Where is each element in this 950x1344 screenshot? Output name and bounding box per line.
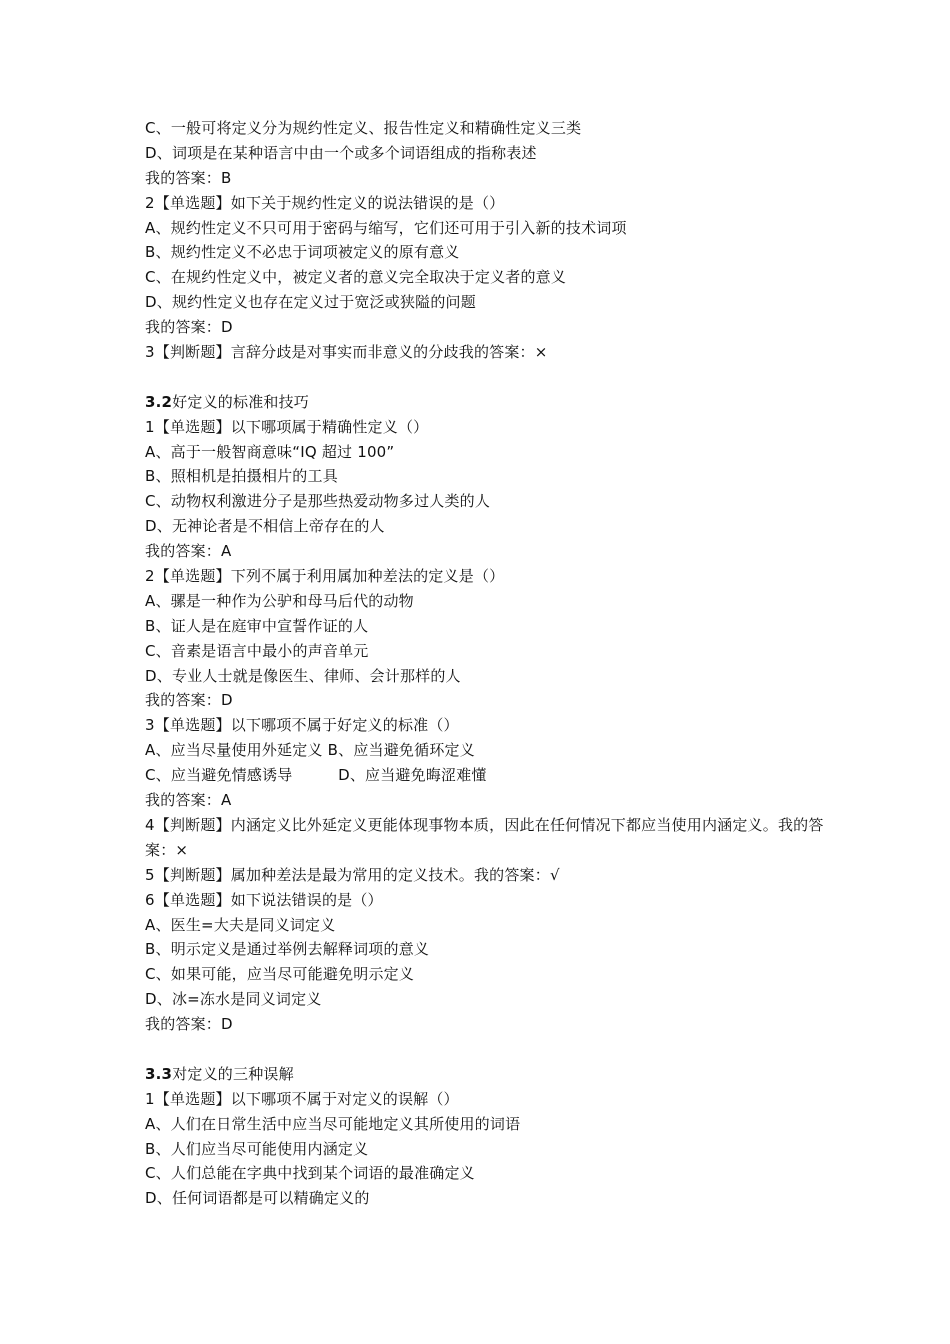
text-line: B、照相机是拍摄相片的工具 <box>145 467 338 486</box>
text-line: C、一般可将定义分为规约性定义、报告性定义和精确性定义三类 <box>145 119 582 137</box>
text-line: 3【判断题】言辞分歧是对事实而非意义的分歧我的答案：× <box>145 343 548 362</box>
text-line: D、词项是在某种语言中由一个或多个词语组成的指称表述 <box>145 143 537 162</box>
text-line: D、冰=冻水是同义词定义 <box>145 990 322 1009</box>
text-line: 我的答案：D <box>145 318 233 337</box>
section-number: 3.2 <box>145 392 173 411</box>
text-line: 我的答案：B <box>145 168 232 187</box>
section-title: 好定义的标准和技巧 <box>172 392 309 411</box>
text-line: 我的答案：D <box>145 1015 233 1034</box>
text-line: 2【单选题】下列不属于利用属加种差法的定义是（） <box>145 567 505 586</box>
blank-line <box>145 365 825 390</box>
text-line: C、应当避免情感诱导 D、应当避免晦涩难懂 <box>145 766 487 785</box>
text-line: 6【单选题】如下说法错误的是（） <box>145 890 383 909</box>
text-line: 4【判断题】内涵定义比外延定义更能体现事物本质，因此在任何情况下都应当使用内涵定义。我的答案：× <box>145 815 824 859</box>
text-line: 5【判断题】属加种差法是最为常用的定义技术。我的答案：√ <box>145 865 560 884</box>
text-line: B、人们应当尽可能使用内涵定义 <box>145 1139 369 1158</box>
text-line: D、任何词语都是可以精确定义的 <box>145 1189 370 1208</box>
section-heading <box>145 1062 825 1087</box>
section-number: 3.3 <box>145 1064 173 1083</box>
text-line: A、医生=大夫是同义词定义 <box>145 915 336 934</box>
text-line: B、证人是在庭审中宣誓作证的人 <box>145 616 369 635</box>
text-line: 我的答案：D <box>145 691 233 710</box>
text-line: A、高于一般智商意味“IQ 超过 100” <box>145 442 395 461</box>
text-line: 我的答案：A <box>145 542 232 561</box>
text-line: 我的答案：A <box>145 791 232 810</box>
blank-line <box>145 1037 825 1062</box>
text-line: D、专业人士就是像医生、律师、会计那样的人 <box>145 666 461 685</box>
text-line: D、无神论者是不相信上帝存在的人 <box>145 517 385 536</box>
text-line: A、规约性定义不只可用于密码与缩写，它们还可用于引入新的技术词项 <box>145 218 627 237</box>
text-line: C、音素是语言中最小的声音单元 <box>145 641 369 660</box>
text-line: 1【单选题】以下哪项属于精确性定义（） <box>145 417 429 436</box>
text-line: A、应当尽量使用外延定义 B、应当避免循环定义 <box>145 741 475 760</box>
text-line: A、人们在日常生活中应当尽可能地定义其所使用的词语 <box>145 1114 521 1133</box>
document-body <box>145 116 825 1211</box>
text-line: C、如果可能，应当尽可能避免明示定义 <box>145 965 415 984</box>
text-line: C、人们总能在字典中找到某个词语的最准确定义 <box>145 1164 475 1183</box>
text-line: C、在规约性定义中，被定义者的意义完全取决于定义者的意义 <box>145 268 567 287</box>
text-line: B、明示定义是通过举例去解释词项的意义 <box>145 940 430 959</box>
text-line: 2【单选题】如下关于规约性定义的说法错误的是（） <box>145 193 505 212</box>
text-line: B、规约性定义不必忠于词项被定义的原有意义 <box>145 243 460 262</box>
section-title: 对定义的三种误解 <box>172 1064 294 1083</box>
text-line: 3【单选题】以下哪项不属于好定义的标准（） <box>145 716 459 735</box>
section-heading <box>145 390 825 415</box>
text-line: D、规约性定义也存在定义过于宽泛或狭隘的问题 <box>145 293 476 312</box>
text-line: A、骡是一种作为公驴和母马后代的动物 <box>145 591 414 610</box>
text-line: C、动物权利激进分子是那些热爱动物多过人类的人 <box>145 492 491 511</box>
text-line: 1【单选题】以下哪项不属于对定义的误解（） <box>145 1089 459 1108</box>
